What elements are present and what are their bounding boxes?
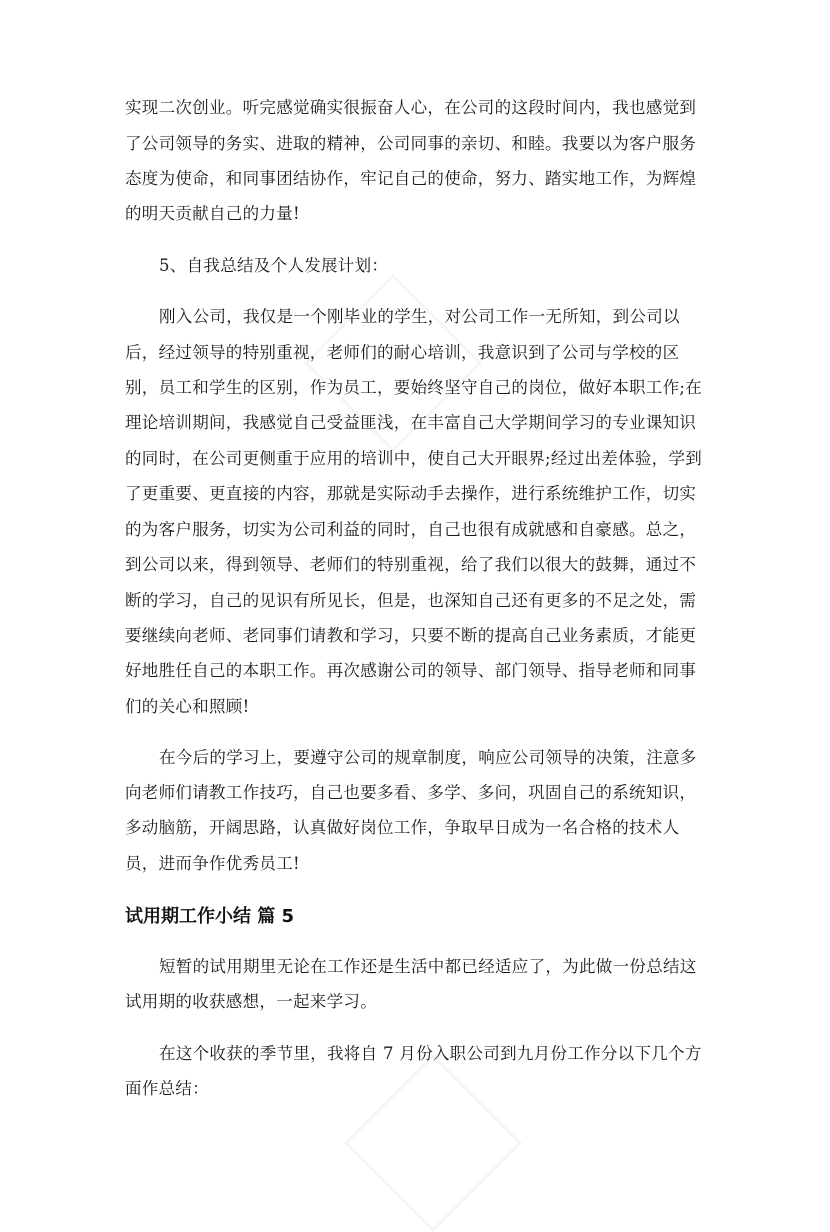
text-line: 态度为使命，和同事团结协作，牢记自己的使命，努力、踏实地工作，为辉煌 <box>125 169 697 188</box>
text-line: 多动脑筋，开阔思路，认真做好岗位工作，争取早日成为一名合格的技术人 <box>125 818 680 837</box>
text-line: 刚入公司，我仅是一个刚毕业的学生，对公司工作一无所知，到公司以 <box>159 307 680 326</box>
text-line: 好地胜任自己的本职工作。再次感谢公司的领导、部门领导、指导老师和同事 <box>125 661 697 680</box>
text-line: 面作总结： <box>125 1079 209 1098</box>
text-line: 了公司领导的务实、进取的精神，公司同事的亲切、和睦。我要以为客户服务 <box>125 134 697 153</box>
text-line: 在这个收获的季节里，我将自 7 月份入职公司到九月份工作分以下几个方 <box>159 1044 702 1063</box>
text-line: 试用期的收获感想，一起来学习。 <box>125 992 377 1011</box>
text-line: 的同时，在公司更侧重于应用的培训中，使自己大开眼界;经过出差体验，学到 <box>125 449 703 468</box>
text-line: 的明天贡献自己的力量! <box>125 204 300 223</box>
text-line: 实现二次创业。听完感觉确实很振奋人心，在公司的这段时间内，我也感觉到 <box>125 98 697 117</box>
text-line: 们的关心和照顾! <box>125 697 250 716</box>
text-line: 别，员工和学生的区别，作为员工，要始终坚守自己的岗位，做好本职工作;在 <box>125 378 703 397</box>
section-heading: 试用期工作小结 篇 5 <box>125 906 295 927</box>
text-line: 在今后的学习上，要遵守公司的规章制度，响应公司领导的决策，注意多 <box>159 748 697 767</box>
text-line: 要继续向老师、老同事们请教和学习，只要不断的提高自己业务素质，才能更 <box>125 626 697 645</box>
text-line: 断的学习，自己的见识有所见长，但是，也深知自己还有更多的不足之处，需 <box>125 591 697 610</box>
text-line: 短暂的试用期里无论在工作还是生活中都已经适应了，为此做一份总结这 <box>159 957 697 976</box>
text-line: 了更重要、更直接的内容，那就是实际动手去操作，进行系统维护工作，切实 <box>125 484 697 503</box>
text-line: 向老师们请教工作技巧，自己也要多看、多学、多问，巩固自己的系统知识， <box>125 783 697 802</box>
text-line: 到公司以来，得到领导、老师们的特别重视，给了我们以很大的鼓舞，通过不 <box>125 555 697 574</box>
text-line: 的为客户服务，切实为公司利益的同时，自己也很有成就感和自豪感。总之， <box>125 520 697 539</box>
text-line: 理论培训期间，我感觉自己受益匪浅，在丰富自己大学期间学习的专业课知识 <box>125 413 697 432</box>
text-line: 后，经过领导的特别重视，老师们的耐心培训，我意识到了公司与学校的区 <box>125 343 680 362</box>
text-line: 员，进而争作优秀员工! <box>125 854 300 873</box>
watermark-shape <box>344 1054 522 1232</box>
section-label: 5、自我总结及个人发展计划： <box>159 256 389 275</box>
